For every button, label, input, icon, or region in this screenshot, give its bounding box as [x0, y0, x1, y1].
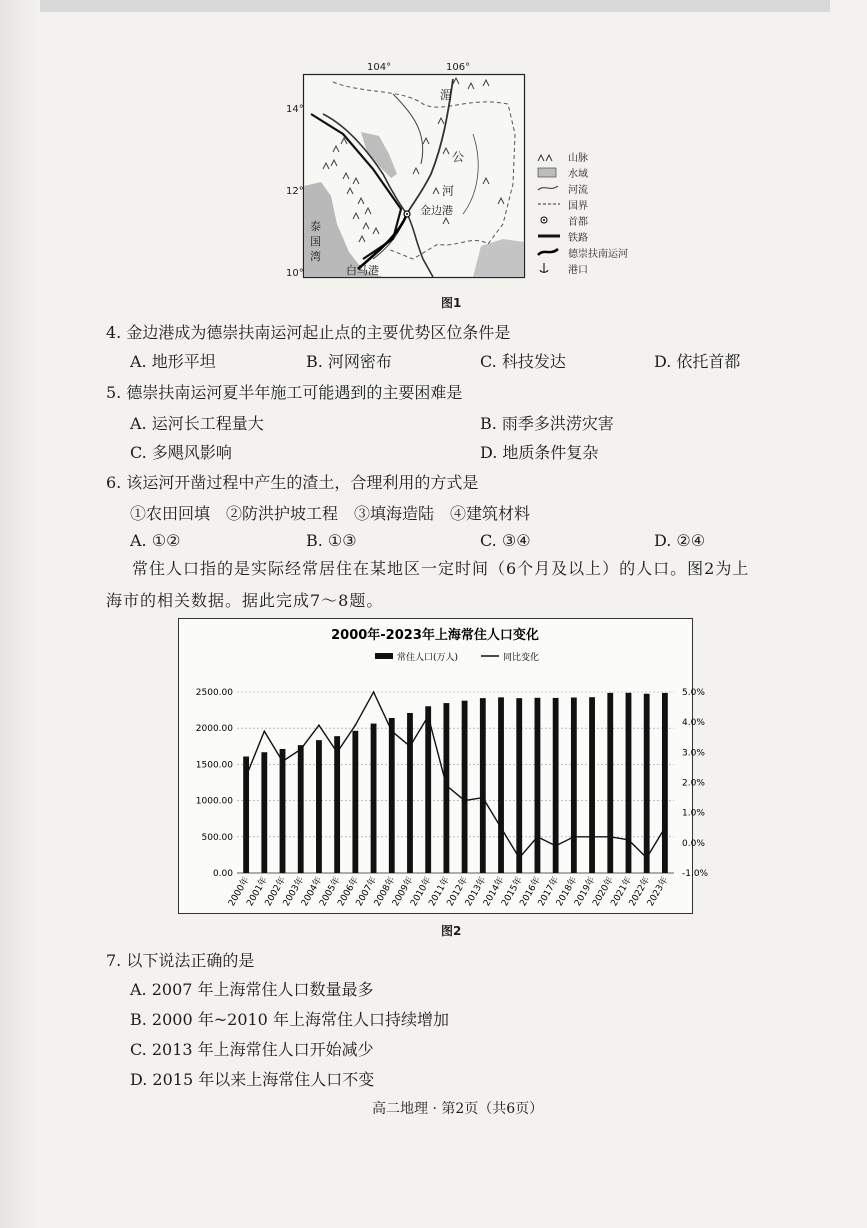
q4-option-d: D. 依托首都	[654, 352, 741, 371]
bar-2008年	[389, 718, 395, 873]
legend-bar-label: 常住人口(万人)	[397, 653, 459, 663]
page-footer: 高二地理 · 第2页（共6页）	[372, 1101, 544, 1117]
bar-2013年	[480, 698, 486, 873]
q4-option-c: C. 科技发达	[480, 352, 566, 371]
bar-2000年	[243, 757, 249, 873]
lat-label-12: 12°	[286, 186, 304, 197]
yoy-change-line	[246, 692, 665, 858]
q5-option-b: B. 雨季多洪涝灾害	[480, 414, 614, 433]
yoy-point-2023年	[664, 827, 666, 829]
x-tick-label: 2018年	[554, 875, 580, 909]
lat-label-14: 14°	[286, 104, 304, 115]
place-wan: 湾	[310, 250, 321, 263]
y-right-tick-label: 3.0%	[682, 748, 705, 759]
yoy-point-2022年	[646, 857, 648, 859]
question-7: 7. 以下说法正确的是	[106, 951, 255, 970]
mountain-icon	[536, 150, 564, 162]
y-left-tick-label: 1500.00	[195, 760, 233, 771]
chart-svg	[179, 619, 709, 913]
yoy-point-2004年	[318, 724, 320, 726]
bar-2006年	[352, 731, 358, 873]
anchor-icon	[536, 262, 564, 274]
y-right-tick-label: 1.0%	[682, 808, 705, 819]
place-he: 河	[442, 184, 455, 198]
y-right-tick-label: 2.0%	[682, 778, 705, 789]
question-5: 5. 德崇扶南运河夏半年施工可能遇到的主要困难是	[106, 383, 463, 402]
x-tick-label: 2017年	[536, 875, 562, 909]
q7-option-c: C. 2013 年上海常住人口开始减少	[130, 1040, 374, 1059]
x-tick-label: 2015年	[500, 875, 525, 909]
yoy-point-2001年	[264, 730, 266, 732]
canal-icon	[536, 246, 564, 258]
legend-line-label: 同比变化	[503, 653, 540, 663]
y-left-tick-label: 2000.00	[195, 724, 233, 735]
x-tick-label: 2008年	[372, 875, 398, 909]
bar-2017年	[553, 698, 559, 873]
x-tick-label: 2020年	[591, 875, 616, 909]
q6-option-c: C. ③④	[480, 531, 531, 550]
page-edge	[0, 0, 40, 1228]
bar-2015年	[516, 698, 522, 873]
x-tick-label: 2021年	[609, 875, 635, 909]
q7-option-a: A. 2007 年上海常住人口数量最多	[130, 980, 374, 999]
bar-2023年	[662, 693, 668, 873]
bar-2005年	[334, 736, 340, 873]
figure-2-caption: 图2	[441, 924, 462, 938]
yoy-point-2003年	[300, 749, 302, 751]
yoy-point-2006年	[355, 724, 357, 726]
x-tick-label: 2006年	[336, 875, 361, 909]
x-tick-label: 2014年	[482, 875, 507, 909]
yoy-point-2002年	[282, 761, 284, 763]
bar-2019年	[589, 697, 595, 873]
map-legend	[536, 148, 646, 276]
legend-bar-swatch	[375, 653, 393, 659]
yoy-point-2005年	[336, 752, 338, 754]
bar-2001年	[261, 752, 267, 873]
yoy-point-2015年	[518, 857, 520, 859]
bar-2018年	[571, 698, 577, 873]
bar-2007年	[371, 724, 377, 873]
yoy-point-2019年	[591, 836, 593, 838]
x-tick-label: 2005年	[318, 875, 343, 909]
figure-1-caption: 图1	[441, 296, 462, 310]
yoy-point-2017年	[555, 845, 557, 847]
yoy-point-2014年	[500, 827, 502, 829]
border-icon	[536, 198, 564, 210]
bar-2021年	[626, 693, 632, 873]
q4-option-a: A. 地形平坦	[130, 352, 216, 371]
q7-option-b: B. 2000 年~2010 年上海常住人口持续增加	[130, 1010, 449, 1029]
water-icon	[536, 166, 564, 178]
place-gong: 公	[452, 150, 465, 164]
scan-top-band	[40, 0, 830, 12]
x-tick-label: 2004年	[299, 875, 325, 909]
q6-option-a: A. ①②	[130, 531, 181, 550]
y-left-tick-label: 500.00	[201, 832, 233, 843]
y-left-tick-label: 1000.00	[195, 796, 233, 807]
intro-line-2: 海市的相关数据。据此完成7～8题。	[106, 591, 384, 610]
yoy-point-2020年	[609, 836, 611, 838]
bar-2020年	[607, 693, 613, 873]
q5-option-c: C. 多飓风影响	[130, 443, 232, 462]
place-mei: 湄	[440, 88, 453, 102]
railway-icon	[536, 230, 564, 242]
legend-canal: 德崇扶南运河	[536, 244, 646, 260]
y-left-tick-label: 2500.00	[195, 688, 233, 698]
place-phnom-penh-port: 金边港	[420, 204, 453, 217]
bar-2010年	[425, 706, 431, 873]
yoy-point-2012年	[464, 800, 466, 802]
yoy-point-2011年	[446, 785, 448, 787]
x-tick-label: 2011年	[427, 875, 452, 909]
x-tick-label: 2000年	[227, 875, 252, 909]
legend-border: 国界	[536, 196, 646, 212]
legend-capital: 首都	[536, 212, 646, 228]
q5-option-a: A. 运河长工程量大	[130, 414, 264, 433]
legend-railway: 铁路	[536, 228, 646, 244]
x-tick-label: 2016年	[518, 875, 544, 909]
x-tick-label: 2013年	[463, 875, 489, 909]
x-tick-label: 2019年	[573, 875, 598, 909]
x-tick-label: 2003年	[281, 875, 307, 909]
yoy-point-2013年	[482, 797, 484, 799]
q6-statements: ①农田回填 ②防洪护坡工程 ③填海造陆 ④建筑材料	[130, 504, 531, 523]
bar-2003年	[298, 745, 304, 873]
lon-label-106: 106°	[446, 62, 471, 73]
bar-2002年	[280, 749, 286, 873]
lat-label-10: 10°	[286, 268, 304, 279]
bar-2022年	[644, 694, 650, 873]
place-baima-port: 白马港	[346, 264, 379, 277]
yoy-point-2009年	[409, 746, 411, 748]
x-tick-label: 2010年	[409, 875, 434, 909]
y-right-tick-label: 0.0%	[682, 838, 705, 849]
legend-port: 港口	[536, 260, 646, 276]
yoy-point-2007年	[373, 691, 375, 693]
yoy-point-2016年	[537, 836, 539, 838]
y-left-tick-label: 0.00	[212, 869, 233, 879]
map-figure	[303, 74, 525, 278]
legend-mountain: 山脉	[536, 148, 646, 164]
q7-option-d: D. 2015 年以来上海常住人口不变	[130, 1070, 375, 1089]
bar-2016年	[535, 698, 541, 873]
yoy-point-2000年	[245, 776, 247, 778]
q6-option-b: B. ①③	[306, 531, 357, 550]
x-tick-label: 2001年	[245, 875, 270, 909]
y-right-tick-label: 4.0%	[682, 718, 705, 729]
x-tick-label: 2007年	[354, 875, 380, 909]
river-icon	[536, 182, 564, 194]
question-4: 4. 金边港成为德崇扶南运河起止点的主要优势区位条件是	[106, 323, 511, 342]
y-right-tick-label: 5.0%	[682, 688, 705, 698]
q6-option-d: D. ②④	[654, 531, 706, 550]
legend-river: 河流	[536, 180, 646, 196]
legend-water: 水域	[536, 164, 646, 180]
question-6: 6. 该运河开凿过程中产生的渣土，合理利用的方式是	[106, 473, 479, 492]
bar-2009年	[407, 713, 413, 873]
intro-line-1: 常住人口指的是实际经常居住在某地区一定时间（6个月及以上）的人口。图2为上	[132, 559, 750, 578]
place-tai: 泰	[310, 220, 321, 233]
yoy-point-2018年	[573, 836, 575, 838]
yoy-point-2021年	[628, 839, 630, 841]
place-guo: 国	[310, 235, 321, 248]
lon-label-104: 104°	[367, 62, 392, 73]
x-tick-label: 2022年	[627, 875, 653, 909]
q4-option-b: B. 河网密布	[306, 352, 392, 371]
bar-2014年	[498, 697, 504, 873]
yoy-point-2010年	[427, 715, 429, 717]
population-chart	[178, 618, 709, 914]
y-right-tick-label: -1.0%	[682, 869, 709, 879]
x-tick-label: 2009年	[390, 875, 416, 909]
bar-2012年	[462, 701, 468, 873]
x-tick-label: 2012年	[445, 875, 471, 909]
bar-2004年	[316, 740, 322, 873]
q5-option-d: D. 地质条件复杂	[480, 443, 599, 462]
x-tick-label: 2023年	[645, 875, 671, 909]
capital-icon	[536, 214, 564, 226]
yoy-point-2008年	[391, 730, 393, 732]
x-tick-label: 2002年	[263, 875, 289, 909]
chart-title: 2000年-2023年上海常住人口变化	[331, 628, 539, 643]
